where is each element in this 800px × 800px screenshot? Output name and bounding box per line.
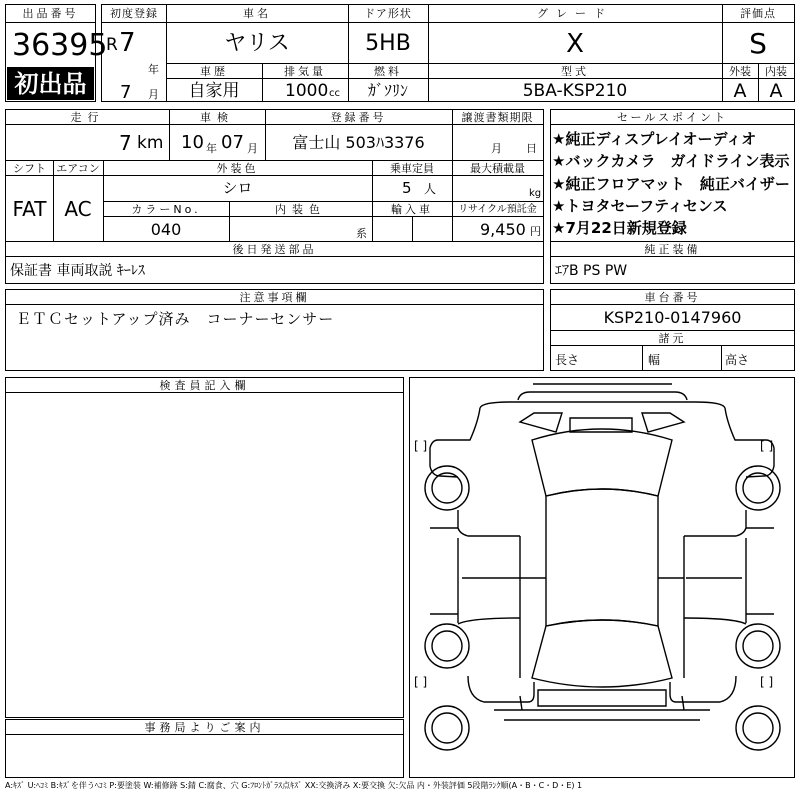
sales-point-item: ★バックカメラ ガイドライン表示 bbox=[552, 152, 790, 170]
ac-label: エアコン bbox=[56, 162, 100, 175]
sales-point-item: ★純正ディスプレイオーディオ bbox=[552, 130, 757, 148]
sales-point-item: ★純正フロアマット 純正バイザー bbox=[552, 175, 790, 193]
lot-number: 36395 bbox=[12, 28, 108, 63]
inspector-notes-box bbox=[5, 377, 404, 718]
interior-score-label: 内装 bbox=[765, 65, 787, 78]
recycle-fee: 9,450 bbox=[480, 220, 526, 239]
model-label: 型式 bbox=[561, 65, 589, 78]
later-parts: 保証書 車両取説 ｷｰﾚｽ bbox=[10, 263, 145, 279]
equipment: ｴｱB PS PW bbox=[555, 263, 628, 279]
inspection-year-unit: 年 bbox=[206, 142, 217, 155]
car-name: ヤリス bbox=[224, 31, 290, 56]
office-notice-label: 事務局よりご案内 bbox=[144, 721, 265, 734]
plate-label: 登録番号 bbox=[330, 111, 387, 124]
height-label: 高さ bbox=[725, 353, 750, 367]
car-name-label: 車名 bbox=[243, 7, 271, 20]
chassis-box bbox=[550, 289, 795, 371]
spec-table bbox=[5, 109, 544, 284]
sales-points-label: セールスポイント bbox=[616, 111, 728, 124]
shift-label: シフト bbox=[13, 162, 46, 175]
vehicle-header-box bbox=[101, 4, 795, 102]
lot-number-box bbox=[5, 4, 108, 102]
chassis-number-label: 車台番号 bbox=[644, 291, 701, 304]
recycle-fee-unit: 円 bbox=[530, 225, 541, 238]
door-type-label: ドア形状 bbox=[364, 7, 412, 20]
fuel: ｶﾞｿﾘﾝ bbox=[367, 81, 408, 100]
capacity-unit: 人 bbox=[424, 182, 437, 196]
shift: FAT bbox=[12, 197, 47, 221]
mileage: 7 bbox=[119, 131, 132, 155]
inspection-month-unit: 月 bbox=[247, 142, 258, 155]
damage-legend: A:ｷｽﾞ U:ﾍｺﾐ B:ｷｽﾞを伴うﾍｺﾐ P:要塗装 W:補修跡 S:錆 C:腐食、穴 G:ﾌﾛﾝﾄｶﾞﾗｽ点ｷｽﾞ XX:交換済み X:要交換 欠:欠品 内・外装評価 5段階ﾗﾝｸ順(A・B・C・D・E) 1 bbox=[5, 781, 583, 790]
sales-points-box bbox=[550, 109, 795, 284]
first-listing-text: 初出品 bbox=[14, 70, 87, 98]
history-label: 車歴 bbox=[200, 65, 228, 78]
color-number-label: カラーNo. bbox=[131, 203, 201, 216]
transfer-month-unit: 月 bbox=[491, 142, 502, 155]
exterior-score-label: 外装 bbox=[729, 65, 751, 78]
fuel-label: 燃料 bbox=[374, 65, 402, 78]
plate-number: 富士山 503ﾊ3376 bbox=[292, 133, 425, 152]
import-label: 輸入車 bbox=[391, 203, 433, 216]
color-number: 040 bbox=[150, 220, 182, 239]
bracket-rear-left: [ ] bbox=[414, 675, 428, 689]
bracket-front-right: [ ] bbox=[760, 439, 774, 453]
later-parts-label: 後日発送部品 bbox=[232, 243, 317, 256]
car-damage-diagram bbox=[409, 377, 795, 778]
inspection-year: 10 bbox=[181, 132, 204, 153]
office-notice-box bbox=[5, 719, 404, 778]
grade-label: グレード bbox=[537, 7, 613, 20]
score-label: 評価点 bbox=[740, 7, 776, 20]
equipment-label: 純正装備 bbox=[644, 243, 701, 256]
max-load-unit: kg bbox=[529, 188, 542, 199]
car-body-diagram bbox=[410, 378, 794, 777]
door-type: 5HB bbox=[365, 31, 411, 56]
score: S bbox=[749, 27, 767, 60]
history: 自家用 bbox=[188, 81, 240, 101]
bracket-rear-right: [ ] bbox=[760, 675, 774, 689]
displacement-label: 排気量 bbox=[284, 65, 326, 78]
width-label: 幅 bbox=[648, 353, 661, 367]
inspection-month: 07 bbox=[221, 132, 244, 153]
notes: ＥＴＣセットアップ済み コーナーセンサー bbox=[16, 310, 335, 328]
air-conditioner: AC bbox=[64, 197, 92, 221]
registration-month-unit: 月 bbox=[148, 88, 159, 101]
lot-number-label: 出品番号 bbox=[22, 7, 79, 20]
registration-year-unit: 年 bbox=[148, 63, 159, 76]
displacement-unit: cc bbox=[329, 88, 340, 99]
inspection-label: 車検 bbox=[200, 111, 234, 124]
registration-era: R bbox=[106, 35, 118, 55]
notes-label: 注意事項欄 bbox=[239, 291, 310, 304]
recycle-label: リサイクル預託金 bbox=[458, 204, 537, 215]
interior-color-unit: 系 bbox=[356, 227, 367, 240]
first-registration-label: 初度登録 bbox=[110, 7, 158, 20]
mileage-unit: km bbox=[137, 133, 164, 153]
model: 5BA-KSP210 bbox=[522, 81, 628, 101]
length-label: 長さ bbox=[555, 353, 580, 367]
capacity-label: 乗車定員 bbox=[390, 162, 434, 175]
interior-score: A bbox=[769, 80, 783, 102]
mileage-label: 走行 bbox=[70, 111, 105, 124]
registration-year: 7 bbox=[119, 28, 136, 58]
exterior-score: A bbox=[733, 80, 747, 102]
exterior-color: シロ bbox=[222, 179, 253, 197]
bracket-front-left: [ ] bbox=[414, 439, 428, 453]
sales-point-item: ★7月22日新規登録 bbox=[552, 219, 687, 237]
inspector-notes-label: 検査員記入欄 bbox=[159, 379, 250, 392]
chassis-number: KSP210-0147960 bbox=[603, 308, 742, 327]
sales-point-item: ★トヨタセーフティセンス bbox=[552, 197, 728, 215]
displacement: 1000 bbox=[285, 81, 329, 101]
transfer-deadline-label: 譲渡書類期限 bbox=[461, 111, 534, 124]
capacity: 5 bbox=[402, 179, 412, 197]
transfer-day-unit: 日 bbox=[526, 142, 537, 155]
registration-month: 7 bbox=[120, 82, 132, 103]
interior-color-label: 内装色 bbox=[275, 203, 326, 216]
dimensions-label: 諸元 bbox=[658, 332, 687, 345]
max-load-label: 最大積載量 bbox=[470, 162, 525, 175]
notes-box bbox=[5, 289, 544, 371]
exterior-color-label: 外装色 bbox=[216, 162, 259, 175]
grade: X bbox=[566, 29, 584, 59]
